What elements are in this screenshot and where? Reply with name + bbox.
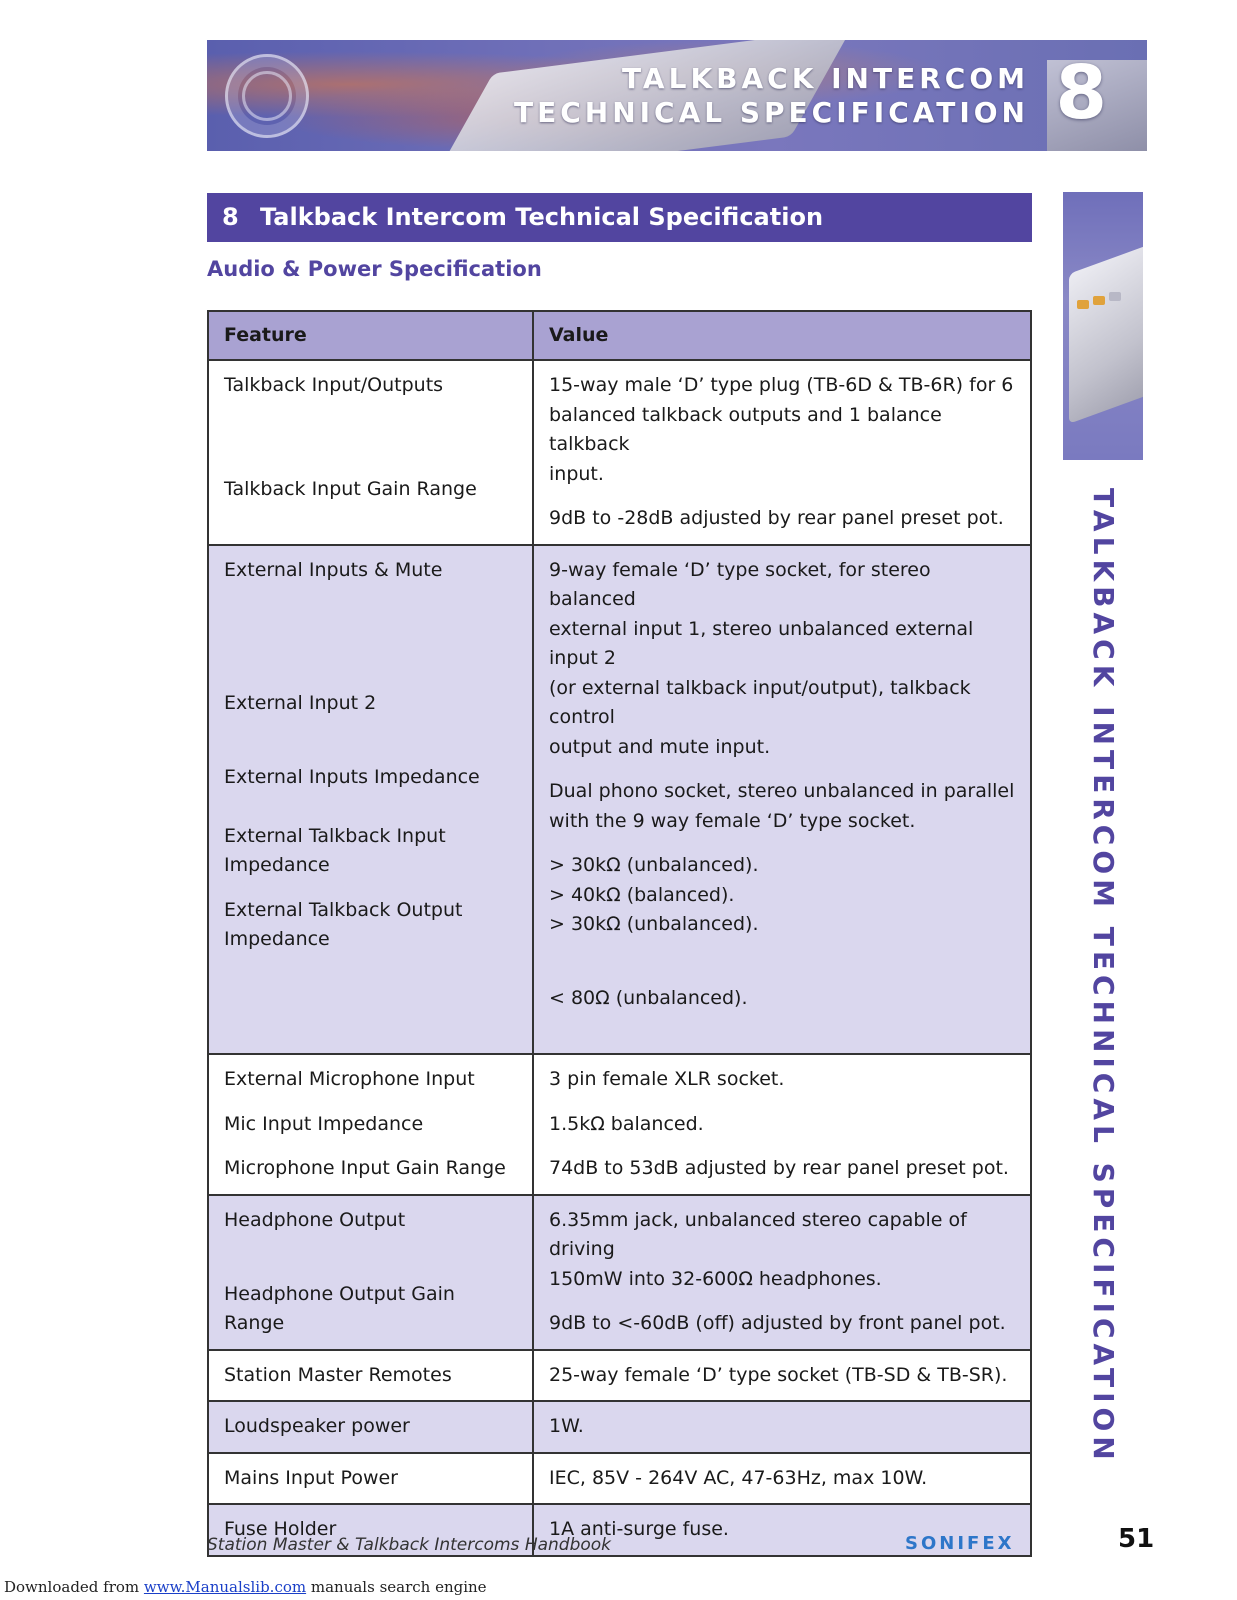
feature-entry xyxy=(224,674,517,748)
table-row xyxy=(208,1195,1031,1350)
value-cell xyxy=(533,360,1031,545)
footer-handbook-title: Station Master & Talkback Intercoms Handbook xyxy=(207,1535,612,1555)
value-text: 6.35mm jack, unbalanced stereo capable of driving xyxy=(549,1208,967,1260)
feature-text xyxy=(224,585,517,615)
table-row xyxy=(208,1453,1031,1505)
download-prefix: Downloaded from xyxy=(4,1578,144,1596)
value-entry xyxy=(549,1196,1015,1295)
column-header-feature: Feature xyxy=(208,311,533,360)
banner-title-line1: TALKBACK INTERCOM xyxy=(622,62,1029,95)
feature-text: Talkback Input Gain Range xyxy=(224,477,477,500)
value-text: 15-way male ‘D’ type plug (TB-6D & TB-6R) for 6 xyxy=(549,374,1014,396)
swirl-logo-graphic xyxy=(225,54,309,138)
value-entry xyxy=(549,1055,1015,1095)
feature-entry xyxy=(224,1139,517,1184)
value-cell xyxy=(533,1054,1031,1195)
feature-entry xyxy=(224,1454,517,1494)
feature-text: External Inputs & Mute xyxy=(224,558,443,581)
feature-text: Impedance xyxy=(224,854,330,876)
value-text: 3 pin female XLR socket. xyxy=(549,1068,785,1090)
feature-entry xyxy=(224,1351,517,1391)
value-text: balanced talkback outputs and 1 balance talkback xyxy=(549,403,942,455)
value-text: > 30kΩ (unbalanced). xyxy=(549,854,759,876)
value-entry xyxy=(549,1095,1015,1140)
manualslib-link[interactable]: www.Manualslib.com xyxy=(143,1578,307,1596)
feature-text: Impedance xyxy=(224,928,330,950)
table-row xyxy=(208,1350,1031,1402)
value-text: > 40kΩ (balanced). xyxy=(549,883,735,906)
value-text: > 30kΩ (unbalanced). xyxy=(549,913,759,935)
value-text: with the 9 way female ‘D’ type socket. xyxy=(549,809,916,832)
value-entry xyxy=(549,489,1015,534)
value-entry xyxy=(549,1351,1015,1391)
column-header-value: Value xyxy=(533,311,1031,360)
feature-entry xyxy=(224,1196,517,1265)
value-entry xyxy=(549,1454,1015,1494)
chapter-number: 8 xyxy=(1055,50,1107,136)
value-entry xyxy=(549,1294,1015,1339)
spec-table xyxy=(207,310,1032,1557)
value-cell xyxy=(533,1401,1031,1453)
value-text: output and mute input. xyxy=(549,735,771,758)
download-notice xyxy=(4,1578,487,1596)
chapter-banner xyxy=(207,40,1147,151)
value-entry xyxy=(549,969,1015,1043)
table-row xyxy=(208,1401,1031,1453)
value-entry xyxy=(549,361,1015,489)
feature-text: Mic Input Impedance xyxy=(224,1112,424,1135)
banner-title-line2: TECHNICAL SPECIFICATION xyxy=(514,96,1029,129)
subheading: Audio & Power Specification xyxy=(207,257,542,281)
feature-cell xyxy=(208,545,533,1055)
value-text: 74dB to 53dB adjusted by rear panel preset pot. xyxy=(549,1157,1009,1179)
feature-text: Headphone Output Gain Range xyxy=(224,1282,455,1334)
feature-entry xyxy=(224,748,517,881)
feature-cell xyxy=(208,360,533,545)
value-text: Dual phono socket, stereo unbalanced in parallel xyxy=(549,780,1015,802)
device-button-graphic xyxy=(1093,296,1105,305)
value-text: 9-way female ‘D’ type socket, for stereo balanced xyxy=(549,558,931,610)
page-number: 51 xyxy=(1118,1524,1155,1554)
table-row xyxy=(208,1054,1031,1195)
value-text: 1.5kΩ balanced. xyxy=(549,1112,704,1135)
table-row xyxy=(208,360,1031,545)
feature-text: External Input 2 xyxy=(224,691,377,714)
table-header-row xyxy=(208,311,1031,360)
feature-cell xyxy=(208,1401,533,1453)
section-heading-bar xyxy=(207,193,1032,242)
feature-entry xyxy=(224,1095,517,1140)
value-text: 9dB to -28dB adjusted by rear panel preset pot. xyxy=(549,507,1004,529)
value-text: 1W. xyxy=(549,1415,584,1437)
value-text: input. xyxy=(549,462,604,485)
feature-text xyxy=(224,430,517,460)
feature-cell xyxy=(208,1350,533,1402)
feature-entry xyxy=(224,546,517,674)
feature-text xyxy=(224,792,517,822)
value-cell xyxy=(533,1453,1031,1505)
section-title: Talkback Intercom Technical Specification xyxy=(260,203,824,231)
feature-text xyxy=(224,615,517,645)
feature-cell xyxy=(208,1195,533,1350)
value-entry xyxy=(549,546,1015,763)
value-entry xyxy=(549,1139,1015,1184)
feature-text xyxy=(224,401,517,431)
feature-text: Microphone Input Gain Range xyxy=(224,1157,506,1179)
value-cell xyxy=(533,1195,1031,1350)
feature-text: External Inputs Impedance xyxy=(224,765,480,788)
device-button-graphic xyxy=(1109,292,1121,301)
spec-table-body xyxy=(208,360,1031,1556)
feature-text: External Talkback Input xyxy=(224,824,446,847)
device-button-graphic xyxy=(1077,300,1089,309)
feature-text: Talkback Input/Outputs xyxy=(224,374,444,396)
value-text: 9dB to <-60dB (off) adjusted by front panel pot. xyxy=(549,1312,1006,1334)
feature-text xyxy=(224,644,517,674)
value-text: 1A anti-surge fuse. xyxy=(549,1518,729,1540)
device-photo-graphic xyxy=(1069,230,1143,424)
feature-text: External Microphone Input xyxy=(224,1068,475,1090)
feature-text: Headphone Output xyxy=(224,1208,406,1231)
side-device-photo xyxy=(1063,192,1143,460)
feature-entry xyxy=(224,881,517,955)
value-text: external input 1, stereo unbalanced external input 2 xyxy=(549,617,974,669)
table-row xyxy=(208,545,1031,1055)
section-number: 8 xyxy=(222,203,239,231)
feature-entry xyxy=(224,1402,517,1442)
value-text: < 80Ω (unbalanced). xyxy=(549,987,748,1009)
value-text: IEC, 85V - 264V AC, 47-63Hz, max 10W. xyxy=(549,1466,928,1489)
feature-cell xyxy=(208,1054,533,1195)
banner-title xyxy=(514,62,1029,130)
feature-entry xyxy=(224,1265,517,1339)
value-cell xyxy=(533,1350,1031,1402)
footer-brand-logo: SONIFEX xyxy=(905,1533,1015,1554)
side-chapter-title: TALKBACK INTERCOM TECHNICAL SPECIFICATION xyxy=(1087,488,1120,1465)
value-text: 150mW into 32-600Ω headphones. xyxy=(549,1267,882,1290)
feature-text: Fuse Holder xyxy=(224,1518,337,1540)
feature-entry xyxy=(224,1055,517,1095)
feature-entry xyxy=(224,361,517,460)
feature-text: Station Master Remotes xyxy=(224,1363,452,1386)
feature-text: Mains Input Power xyxy=(224,1466,398,1489)
feature-text xyxy=(224,718,517,748)
feature-text: External Talkback Output xyxy=(224,898,463,921)
value-cell xyxy=(533,545,1031,1055)
feature-text: Loudspeaker power xyxy=(224,1415,410,1437)
value-text: (or external talkback input/output), talkback control xyxy=(549,676,971,728)
value-entry xyxy=(549,762,1015,836)
value-entry xyxy=(549,836,1015,969)
value-text xyxy=(549,940,1015,970)
value-text xyxy=(549,1014,1015,1044)
feature-text xyxy=(224,1235,517,1265)
feature-cell xyxy=(208,1453,533,1505)
value-text: 25-way female ‘D’ type socket (TB-SD & TB-SR). xyxy=(549,1363,1008,1386)
value-entry xyxy=(549,1402,1015,1442)
feature-entry xyxy=(224,460,517,505)
download-suffix: manuals search engine xyxy=(306,1578,487,1596)
